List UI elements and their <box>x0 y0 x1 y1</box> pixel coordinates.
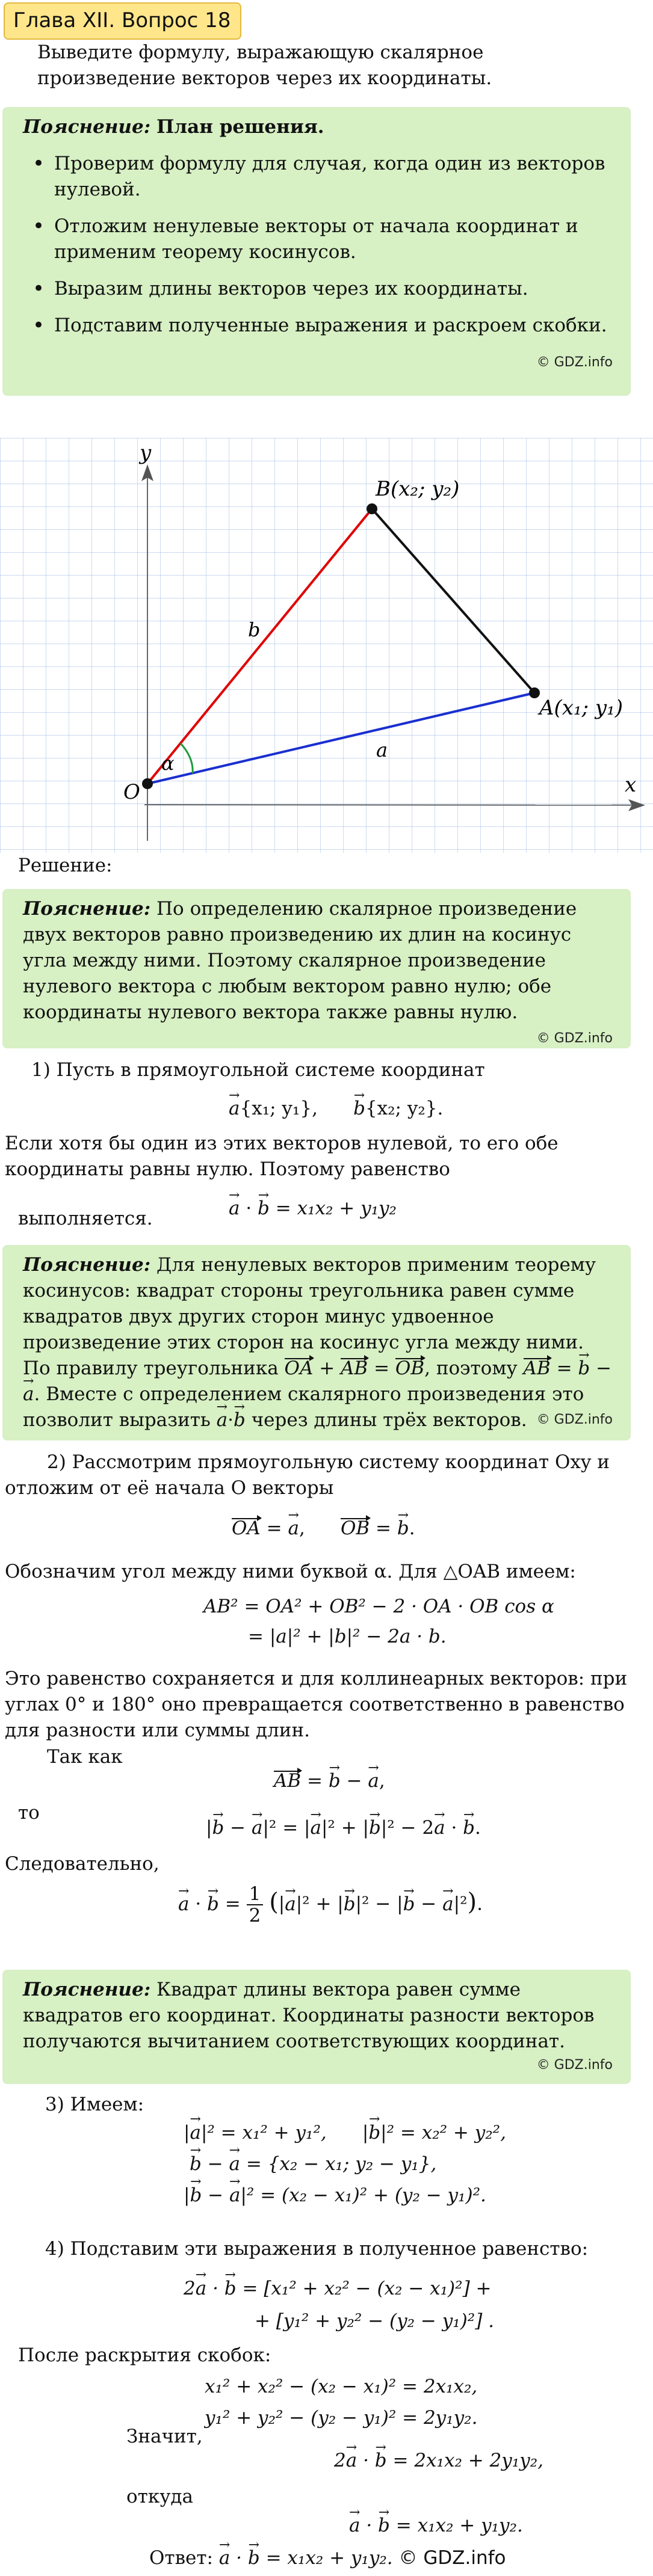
step-2-formula-1: AB² = OA² + OB² − 2 · OA · OB cos α <box>203 1596 554 1617</box>
step-4-formulas: 2→ a · → b = [x₁² + x₂² − (x₂ − x₁)²] + + [y₁² + y₂² − (y₂ − y₁)²] . <box>184 2272 494 2337</box>
step-2-formula-2: = |a|² + |b|² − 2a · b. <box>248 1626 447 1647</box>
note-1-text: Пояснение: По определению скалярное произведение двух векторов равно произведению их длин на косинус угла между ними. Поэтому скалярное произведение нулевого вектора с любым вектором равно нулю; обе координаты нулевого вектора также равны нулю. <box>23 898 577 1023</box>
plan-item: • Проверим формулу для случая, когда один из векторов нулевой. <box>29 151 613 203</box>
expand-intro: После раскрытия скобок: <box>18 2344 271 2366</box>
note-3-credit: © GDZ.info <box>536 2058 613 2073</box>
step-1-intro: 1) Пусть в прямоугольной системе координат <box>31 1059 485 1081</box>
plan-heading: Пояснение: План решения. <box>23 116 324 138</box>
chapter-badge: Глава XII. Вопрос 18 <box>4 2 241 40</box>
step-2-intro: 2) Рассмотрим прямоугольную систему координат Oxy и отложим от её начала O векторы <box>5 1451 610 1499</box>
coordinate-figure <box>0 438 653 853</box>
expand-then: Значит, <box>126 2426 203 2447</box>
angle-label: α <box>161 752 175 775</box>
y-axis-label: y <box>140 441 152 465</box>
expand-final-formula: → a · → b = x₁x₂ + y₁y₂. <box>349 2513 523 2539</box>
point-b <box>367 503 377 514</box>
solution-label: Решение: <box>18 855 113 876</box>
plan-list <box>23 151 613 339</box>
step-4-intro: 4) Подставим эти выражения в полученное равенство: <box>45 2238 589 2260</box>
step-2-result: → a · → b = $\frac{1}{2}$ (|→ a|² + |→ b|² − |→ b − → a|²). <box>178 1884 483 1926</box>
plan-box <box>2 107 631 396</box>
step-1-tail: выполняется. <box>18 1208 153 1229</box>
grid-background <box>0 438 653 853</box>
step-3-formulas: |→ a|² = x₁² + y₁², |→ b|² = x₂² + y₂², → b − → a = {x₂ − x₁; y₂ − y₁}, |→ b − → a|² = (x₂ − x₁)² + (y₂ − y₁)². <box>184 2117 506 2211</box>
step-2-vectors: OA = → a, OB = → b. <box>232 1516 415 1542</box>
x-axis-label: x <box>625 773 637 797</box>
note-3-text: Пояснение: Квадрат длины вектора равен сумме квадратов его координат. Координаты разности векторов получаются вычитанием соответствующих координат. <box>23 1979 595 2052</box>
vector-a-label: a <box>376 739 388 761</box>
note-box-3 <box>2 1970 631 2084</box>
answer-credit: © GDZ.info <box>398 2547 506 2569</box>
point-a <box>529 687 540 698</box>
expand-formulas: x₁² + x₂² − (x₂ − x₁)² = 2x₁x₂, y₁² + y₂² − (y₂ − y₁)² = 2y₁y₂. <box>205 2376 478 2429</box>
step-2-to: то <box>18 1802 40 1824</box>
note-2-credit: © GDZ.info <box>536 1412 613 1427</box>
task-statement: Выведите формулу, выражающую скалярное произведение векторов через их координаты. <box>37 41 492 89</box>
step-3-intro: 3) Имеем: <box>45 2094 144 2115</box>
note-2-text: Пояснение: Для ненулевых векторов применим теорему косинусов: квадрат стороны треугольника равен сумме квадратов двух других сторон минус удвоенное произведение этих сторон на косинус угла между ними. По правилу треугольника OA + AB = OB, поэтому AB = → b − → a. Вместе с определением скалярного произведения это позволит выразить → a·→ b через длины трёх векторов. <box>23 1252 613 1433</box>
note-box-1 <box>2 889 631 1048</box>
point-b-label: B(x₂; y₂) <box>376 477 460 501</box>
expand-whence: откуда <box>126 2486 193 2507</box>
plan-item: • Выразим длины векторов через их координаты. <box>29 276 613 302</box>
plan-item: • Отложим ненулевые векторы от начала координат и применим теорему косинусов. <box>29 214 613 265</box>
expand-then-formula: 2→ a · → b = 2x₁x₂ + 2y₁y₂, <box>334 2448 543 2474</box>
step-1-formula: → a · → b = x₁x₂ + y₁y₂ <box>229 1196 397 1222</box>
step-1-coords: → a{x₁; y₁}, → b{x₂; y₂}. <box>229 1096 443 1122</box>
vector-b-label: b <box>248 618 261 641</box>
step-2-diff-formula: |→ b − → a|² = |→ a|² + |→ b|² − 2→ a · → b. <box>206 1815 481 1841</box>
point-a-label: A(x₁; y₁) <box>539 696 623 720</box>
answer-line: Ответ: → a · → b = x₁x₂ + y₁y₂. © GDZ.info <box>149 2545 506 2571</box>
step-2-hence: Следовательно, <box>5 1853 159 1875</box>
step-2-ab-formula: AB = → b − → a, <box>274 1768 385 1794</box>
step-2-collinear: Это равенство сохраняется и для коллинеарных векторов: при углах 0° и 180° оно превращается соответственно в равенство для разности или суммы длин. <box>5 1668 628 1741</box>
plan-item: • Подставим полученные выражения и раскроем скобки. <box>29 313 613 339</box>
point-o <box>142 778 153 789</box>
note-1-credit: © GDZ.info <box>536 1031 613 1046</box>
step-1-text: Если хотя бы один из этих векторов нулевой, то его обе координаты равны нулю. Поэтому равенство <box>5 1133 559 1180</box>
plan-credit: © GDZ.info <box>536 355 613 370</box>
origin-label: O <box>123 780 140 804</box>
step-2-angle-text: Обозначим угол между ними буквой α. Для △OAB имеем: <box>5 1561 576 1582</box>
step-2-since: Так как <box>47 1746 123 1768</box>
note-box-2 <box>2 1245 631 1440</box>
